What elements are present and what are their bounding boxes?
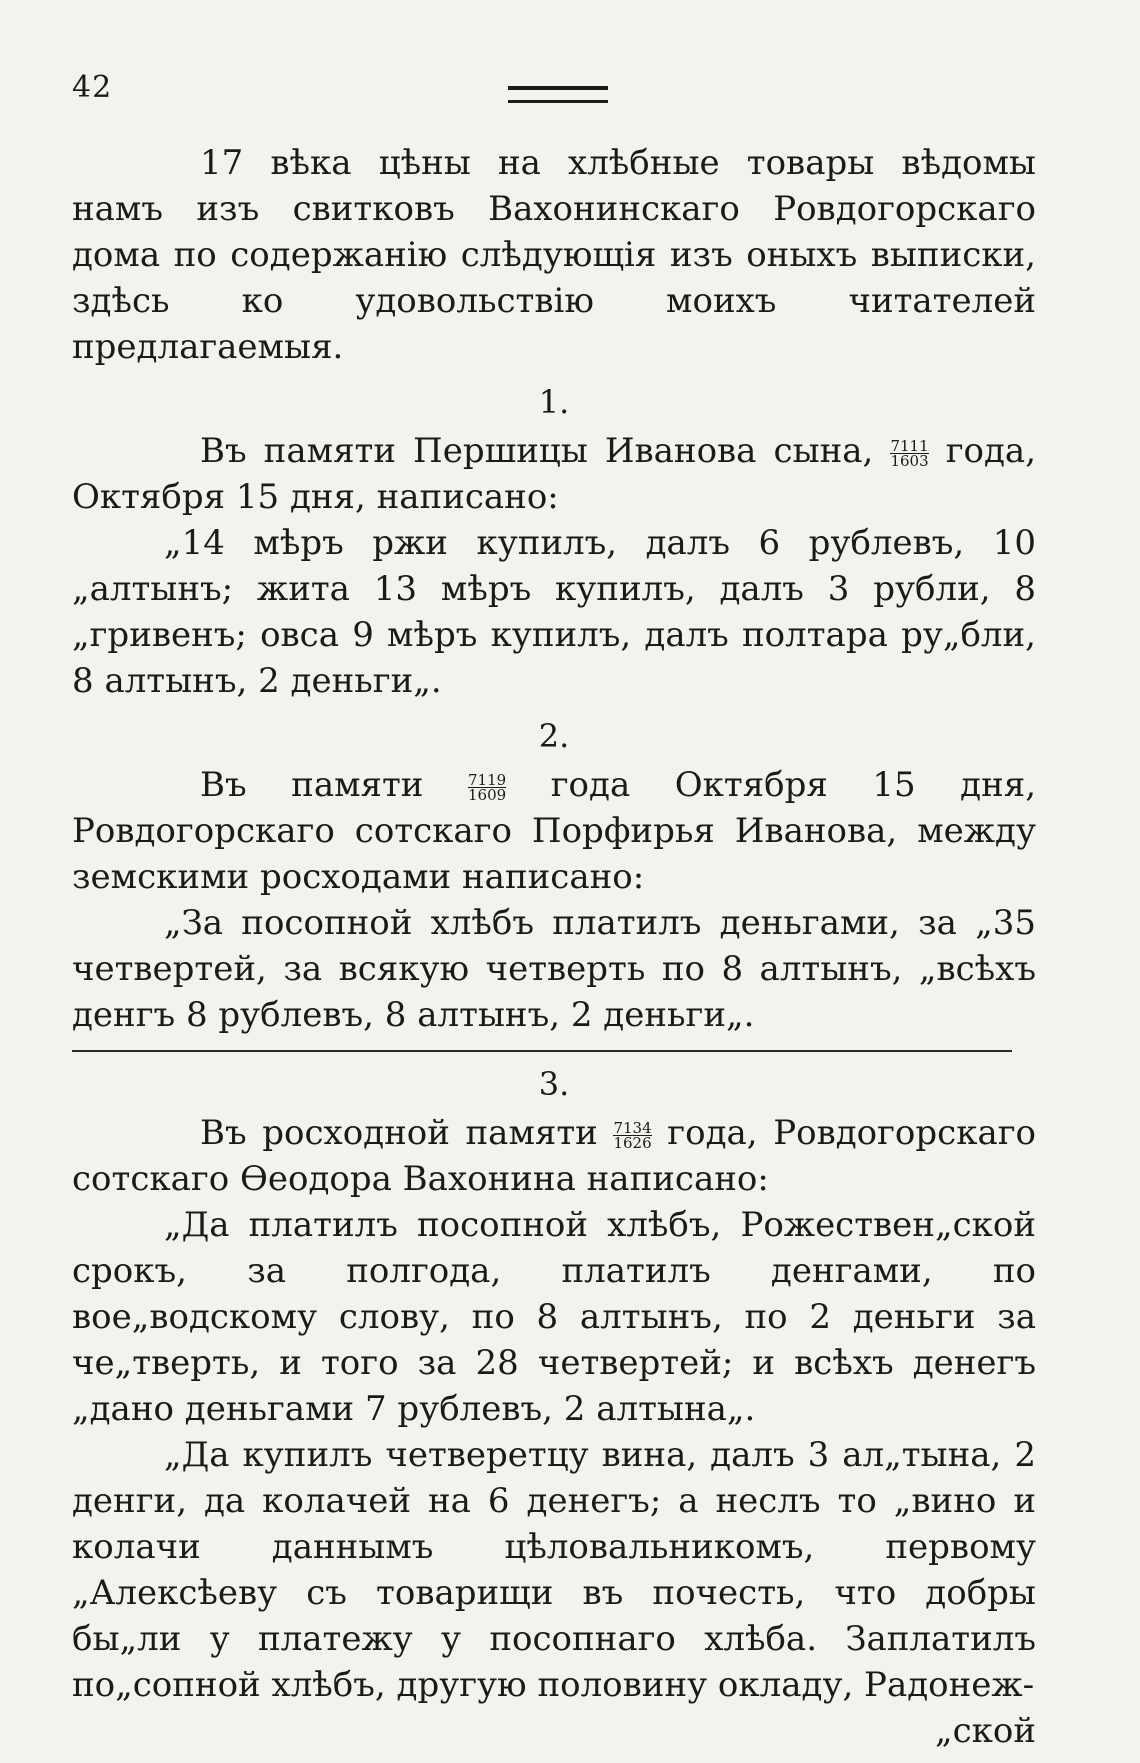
heading-text: Въ памяти — [200, 765, 424, 805]
quote-paragraph: „За посопной хлѣбъ платилъ деньгами, за „35 четвертей, за всякую четверть по 8 алтынъ, „всѣхъ денгъ 8 рублевъ, 8 алтынъ, 2 деньги„. — [72, 903, 1036, 1035]
section-heading-paragraph — [72, 428, 1036, 520]
quote-paragraph: „14 мѣръ ржи купилъ, далъ 6 рублевъ, 10 „алтынъ; жита 13 мѣръ купилъ, далъ 3 рубли, 8 „гривенъ; овса 9 мѣръ купилъ, далъ полтара ру„бли, 8 алтынъ, 2 деньги„. — [72, 523, 1036, 701]
year-anno-domini: 1609 — [468, 785, 507, 804]
section-number: 2. — [538, 717, 570, 755]
intro-paragraph: 17 вѣка цѣны на хлѣбные товары вѣдомы намъ изъ свитковъ Вахонинскаго Ровдогорскаго дома по содержанію слѣдующія изъ оныхъ выписки, здѣсь ко удовольствію моихъ читателей предлагаемыя. — [72, 143, 1036, 367]
book-page — [72, 70, 1037, 1751]
heading-text: года Октября 15 дня, Ровдогорскаго сотскаго Порфирья Иванова, между земскими росходами написано: — [72, 765, 1037, 897]
section-number: 1. — [538, 383, 570, 421]
quote-paragraph: „Да купилъ четверетцу вина, далъ 3 ал„тына, 2 денги, да колачей на 6 денегъ; а неслъ то „вино и колачи даннымъ цѣловальникомъ, первому „Алексѣеву съ товарищи въ почесть, что добры бы„ли у платежу у посопнаго хлѣба. Заплатилъ по„сопной хлѣбъ, другую половину окладу, Радонеж- — [72, 1435, 1036, 1705]
catchword: „ской — [934, 1711, 1036, 1751]
year-anno-domini: 1626 — [613, 1133, 652, 1152]
section-number: 3. — [538, 1065, 570, 1103]
year-anno-mundi: 7134 — [613, 1118, 652, 1137]
year-anno-mundi: 7111 — [890, 436, 929, 455]
year-fraction — [613, 1118, 652, 1152]
heading-text: Въ памяти Першицы Иванова сына, — [200, 431, 874, 471]
page-header — [72, 70, 1036, 140]
year-anno-domini: 1603 — [890, 451, 929, 470]
section-heading-paragraph — [72, 1110, 1036, 1202]
year-fraction — [890, 436, 929, 470]
heading-text: года, Октября 15 дня, написано: — [72, 431, 1037, 517]
heading-text: года, Ровдогорскаго сотскаго Ѳеодора Вахонина написано: — [72, 1113, 1037, 1199]
page-number: 42 — [72, 70, 113, 105]
section-divider — [72, 1050, 1012, 1052]
header-ornament-rule — [508, 86, 608, 103]
quote-paragraph: „Да платилъ посопной хлѣбъ, Рожествен„ской срокъ, за полгода, платилъ денгами, по вое„водскому слову, по 8 алтынъ, по 2 деньги за че„тверть, и того за 28 четвертей; и всѣхъ денегъ „дано деньгами 7 рублевъ, 2 алтына„. — [72, 1205, 1036, 1429]
year-fraction — [468, 770, 507, 804]
section-heading-paragraph — [72, 762, 1036, 900]
year-anno-mundi: 7119 — [468, 770, 507, 789]
heading-text: Въ росходной памяти — [200, 1113, 598, 1153]
